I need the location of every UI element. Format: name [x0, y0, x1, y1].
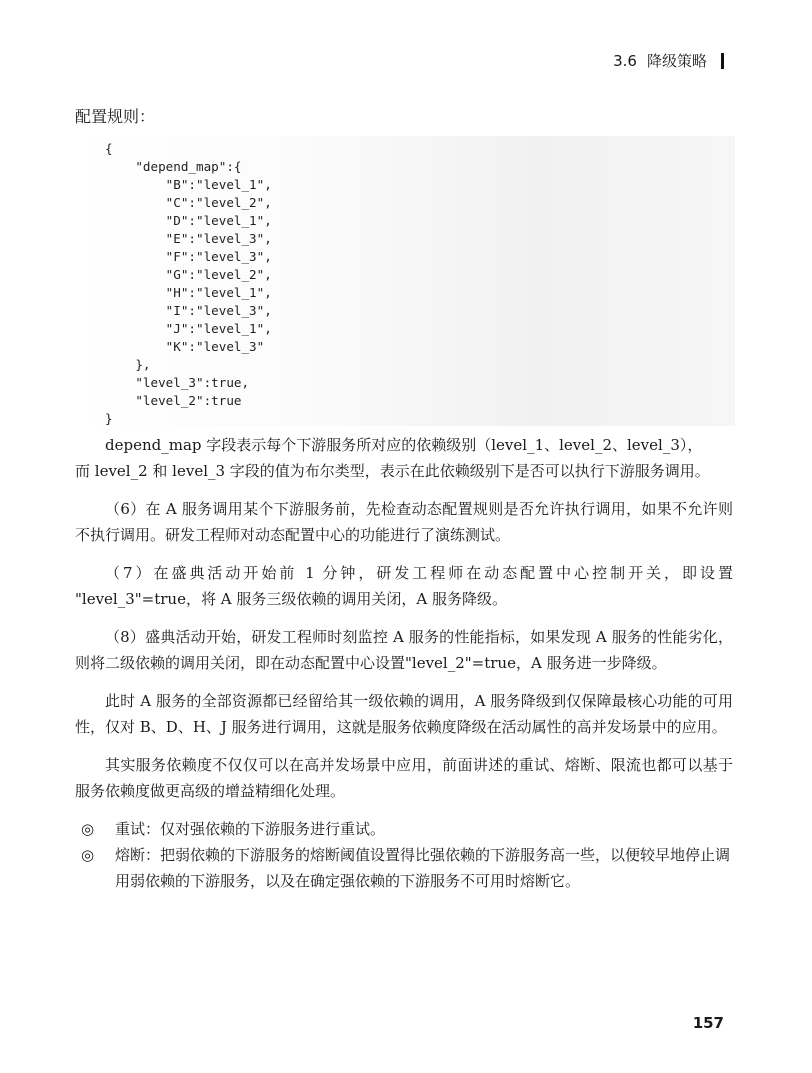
paragraph-step-8: （8）盛典活动开始，研发工程师时刻监控 A 服务的性能指标，如果发现 A 服务的性能劣化，则将二级依赖的调用关闭，即在动态配置中心设置"level_2"=true，A 服务进一步降级。	[75, 628, 733, 672]
code-line: "K":"level_3"	[105, 339, 265, 354]
code-line: "level_3":true,	[105, 375, 250, 390]
code-line: "depend_map":{	[105, 159, 242, 174]
code-line: "B":"level_1",	[105, 177, 272, 192]
code-line: "G":"level_2",	[105, 267, 272, 282]
code-line: "D":"level_1",	[105, 213, 272, 228]
code-line: }	[105, 411, 113, 426]
code-line: "J":"level_1",	[105, 321, 272, 336]
code-line: "level_2":true	[105, 393, 242, 408]
header-bar	[721, 53, 724, 69]
paragraph-depend-map: depend_map 字段表示每个下游服务所对应的依赖级别（level_1、level_2、level_3），	[105, 436, 703, 454]
running-header	[613, 50, 724, 71]
header-section-number: 3.6	[613, 51, 637, 70]
code-line: "I":"level_3",	[105, 303, 272, 318]
list-item	[75, 842, 733, 894]
body-text	[75, 432, 733, 894]
code-line: "E":"level_3",	[105, 231, 272, 246]
config-rule-label: 配置规则：	[75, 107, 156, 126]
bullet-mark: ◎	[81, 846, 95, 864]
paragraph-depend-map-cont: 而 level_2 和 level_3 字段的值为布尔类型，表示在此依赖级别下是否可以执行下游服务调用。	[75, 462, 710, 480]
header-section-title: 降级策略	[646, 52, 707, 70]
code-line: "H":"level_1",	[105, 285, 272, 300]
bullet-text: 熔断：把弱依赖的下游服务的熔断阈值设置得比强依赖的下游服务高一些，以便较早地停止调用弱依赖的下游服务，以及在确定强依赖的下游服务不可用时熔断它。	[115, 846, 731, 890]
paragraph-step-7: （7）在盛典活动开始前 1 分钟，研发工程师在动态配置中心控制开关，即设置 "level_3"=true，将 A 服务三级依赖的调用关闭，A 服务降级。	[75, 564, 733, 608]
code-line: {	[105, 141, 113, 156]
code-line: "F":"level_3",	[105, 249, 272, 264]
paragraph-summary: 其实服务依赖度不仅仅可以在高并发场景中应用，前面讲述的重试、熔断、限流也都可以基于服务依赖度做更高级的增益精细化处理。	[75, 756, 733, 800]
bullet-mark: ◎	[81, 820, 95, 838]
code-line: },	[105, 357, 151, 372]
bullet-text: 重试：仅对强依赖的下游服务进行重试。	[115, 820, 386, 838]
page-number: 157	[692, 1014, 724, 1032]
code-block	[75, 136, 735, 426]
paragraph-result: 此时 A 服务的全部资源都已经留给其一级依赖的调用，A 服务降级到仅保障最核心功能的可用性，仅对 B、D、H、J 服务进行调用，这就是服务依赖度降级在活动属性的高并发场景中的应用。	[75, 692, 733, 736]
paragraph-step-6: （6）在 A 服务调用某个下游服务前，先检查动态配置规则是否允许执行调用，如果不允许则不执行调用。研发工程师对动态配置中心的功能进行了演练测试。	[75, 500, 733, 544]
list-item	[75, 816, 733, 842]
bullet-list	[75, 816, 733, 894]
code-line: "C":"level_2",	[105, 195, 272, 210]
